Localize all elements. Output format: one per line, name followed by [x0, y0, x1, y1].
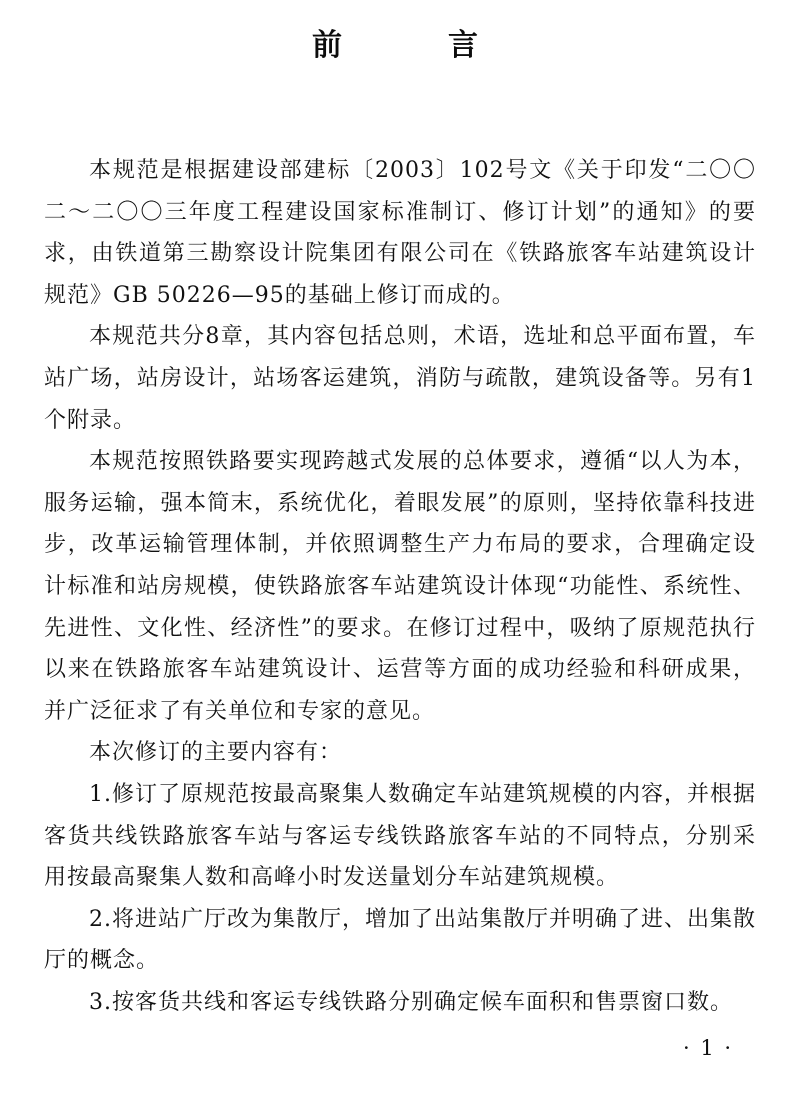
paragraph-revision-intro: 本次修订的主要内容有： [89, 740, 343, 766]
revision-item-3: 3.按客货共线和客运专线铁路分别确定候车面积和售票窗口数。 [89, 989, 733, 1015]
revision-item-1: 1.修订了原规范按最高聚集人数确定车站建筑规模的内容，并根据客货共线铁路旅客车站与客运专线铁路旅客车站的不同特点，分别采用按最高聚集人数和高峰小时发送量划分车站建筑规模。 [44, 781, 756, 891]
page-title: 前 言 [312, 28, 516, 63]
paragraph-chapters: 本规范共分8章，其内容包括总则，术语，选址和总平面布置，车站广场，站房设计，站场客运建筑，消防与疏散，建筑设备等。另有1个附录。 [44, 324, 756, 433]
paragraph-origin: 本规范是根据建设部建标〔2003〕102号文《关于印发“二〇〇二～二〇〇三年度工程建设国家标准制订、修订计划”的通知》的要求，由铁道第三勘察设计院集团有限公司在《铁路旅客车站建筑设计规范》GB 50226—95的基础上修订而成的。 [44, 158, 756, 308]
revision-item-2: 2.将进站广厅改为集散厅，增加了出站集散厅并明确了进、出集散厅的概念。 [44, 906, 756, 974]
body-text [44, 150, 756, 1023]
paragraph-principles: 本规范按照铁路要实现跨越式发展的总体要求，遵循“以人为本，服务运输，强本简末，系统优化，着眼发展”的原则，坚持依靠科技进步，改革运输管理体制，并依照调整生产力布局的要求，合理确定设计标准和站房规模，使铁路旅客车站建筑设计体现“功能性、系统性、先进性、文化性、经济性”的要求。在修订过程中，吸纳了原规范执行以来在铁路旅客车站建筑设计、运营等方面的成功经验和科研成果，并广泛征求了有关单位和专家的意见。 [44, 449, 756, 724]
page-number: · 1 · [682, 1036, 734, 1060]
